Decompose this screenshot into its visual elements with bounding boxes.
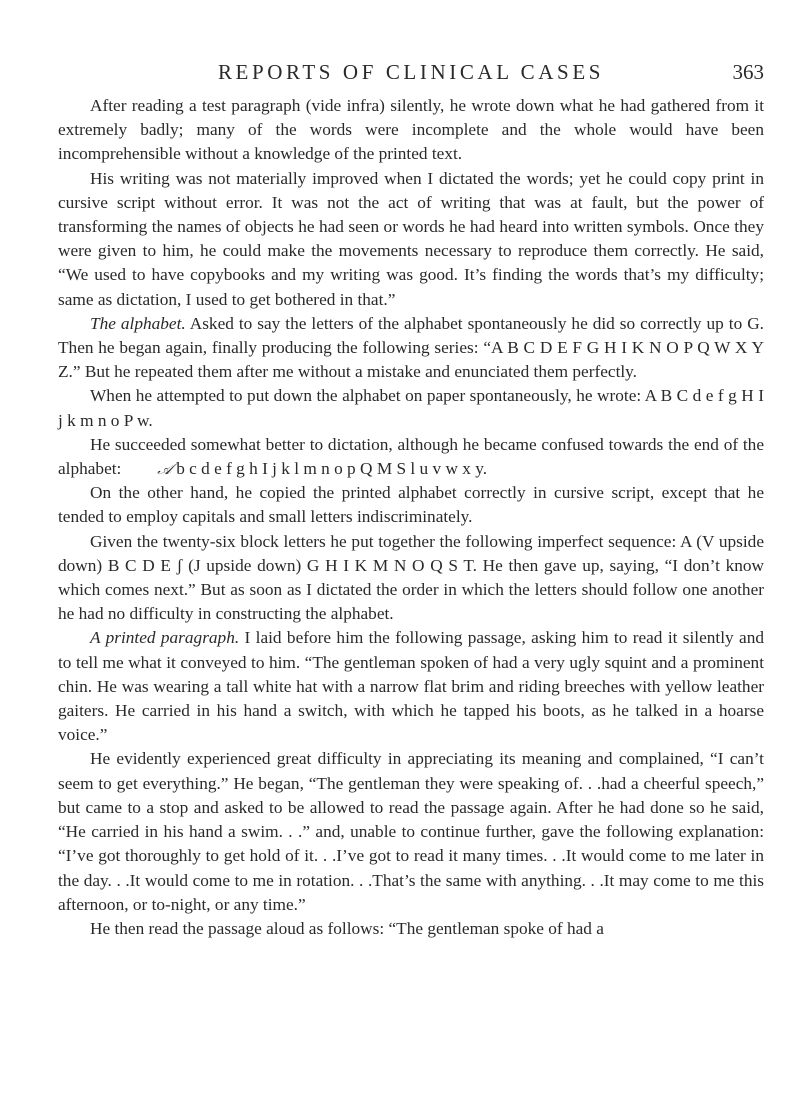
paragraph: When he attempted to put down the alphabet on paper spontaneously, he wrote: A B C d e f g H I j k m n o P w.: [58, 386, 764, 430]
paragraph-text: He succeeded somewhat better to dictation, although he became confused towards the end of the alphabet:: [58, 434, 764, 479]
paragraph: Given the twenty-six block letters he put together the following imperfect sequence: A (V upside down) B C D E ʃ (J upside down) G H I K M N O Q S T. He then gave up, saying, “I don’t know which comes next.” But as soon as I dictated the order in which the letters should follow one another he had no difficulty in constructing the alphabet.: [58, 531, 764, 624]
document-page: [58, 0, 764, 1116]
paragraph: On the other hand, he copied the printed alphabet correctly in cursive script, except that he tended to employ capitals and small letters indiscriminately.: [58, 483, 764, 527]
paragraph: [58, 433, 764, 481]
running-title: REPORTS OF CLINICAL CASES: [217, 60, 605, 84]
page-number: 363: [732, 60, 764, 84]
paragraph: [58, 626, 764, 747]
paragraph: His writing was not materially improved when I dictated the words; yet he could copy print in cursive script without error. It was not the act of writing that was at fault, but the power of transforming the names of objects he had seen or words he had heard into written symbols. Once they were given to him, he could make the movements necessary to reproduce them correctly. He said, “We used to have copybooks and my writing was good. It’s finding the words that’s my difficulty; same as dictation, I used to get bothered in that.”: [58, 168, 764, 309]
paragraph: He evidently experienced great difficulty in appreciating its meaning and complained, “I can’t seem to get everything.” He began, “The gentleman they were speaking of. . .had a cheerful speech,” but came to a stop and asked to be allowed to read the passage again. After he had done so he said, “He carried in his hand a swim. . .” and, unable to continue further, gave the following explanation: “I’ve got thoroughly to get hold of it. . .I’ve got to read it many times. . .It would come to me later in the day. . .It would come to me in rotation. . .That’s the same with anything. . .It may come to me this afternoon, or to-night, or any time.”: [58, 749, 764, 914]
section-heading: The alphabet.: [90, 313, 186, 333]
paragraph-text: I laid before him the following passage, asking him to read it silently and to tell me what it conveyed to him. “The gentleman spoken of had a very ugly squint and a prominent chin. He was wearing a tall white hat with a narrow flat brim and riding breeches with yellow leather gaiters. He carried in his hand a switch, with which he tapped his boots, as he talked in a hoarse voice.”: [58, 628, 764, 745]
paragraph: [58, 312, 764, 385]
paragraph-text: b c d e f g h I j k l m n o p Q M S l u v w x y.: [171, 459, 488, 479]
running-head: [58, 56, 764, 88]
section-heading: A printed paragraph.: [90, 628, 240, 648]
handwritten-a-glyph: 𝒜: [155, 460, 174, 479]
paragraph: After reading a test paragraph (vide infra) silently, he wrote down what he had gathered from it extremely badly; many of the words were incomplete and the whole would have been incomprehensible without a knowledge of the printed text.: [58, 96, 764, 164]
paragraph-text: Asked to say the letters of the alphabet spontaneously he did so correctly up to G. Then he began again, finally producing the following series: “A B C D E F G H I K N O P Q W X Y Z.” But he repeated them after me without a mistake and enunciated them perfectly.: [58, 313, 764, 382]
paragraph: He then read the passage aloud as follows: “The gentleman spoke of had a: [90, 918, 604, 938]
body-text: [58, 94, 764, 941]
